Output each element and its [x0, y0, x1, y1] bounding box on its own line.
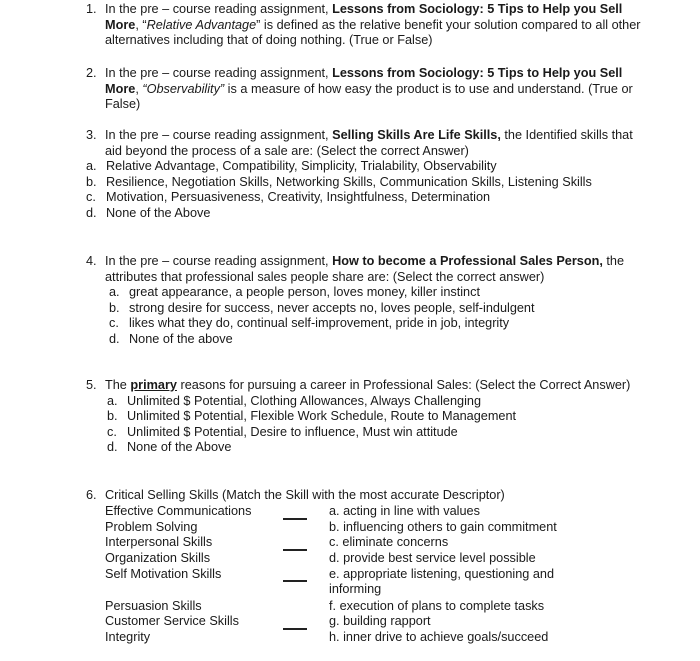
question-5	[86, 378, 646, 456]
question-1	[86, 2, 646, 49]
skill-label: Effective Communications	[105, 503, 252, 518]
question-number: 2.	[86, 66, 97, 80]
answer-blank[interactable]	[283, 628, 307, 630]
option-a[interactable]: a. Unlimited $ Potential, Clothing Allowances, Always Challenging	[107, 393, 482, 408]
question-text: In the pre – course reading assignment, Selling Skills Are Life Skills, the Identified skills that aid beyond the process of a sale are: (Select the correct Answer)	[105, 128, 633, 158]
descriptor-label: e. appropriate listening, questioning and informing	[329, 566, 555, 597]
matching-section	[105, 504, 646, 644]
descriptor-label: a. acting in line with values	[329, 503, 480, 518]
skill-label: Interpersonal Skills	[105, 534, 213, 549]
descriptor-label: h. inner drive to achieve goals/succeed	[329, 629, 549, 644]
skill-label: Organization Skills	[105, 550, 211, 565]
option-b[interactable]: b. Resilience, Negotiation Skills, Networking Skills, Communication Skills, Listening Skills	[86, 174, 592, 189]
question-text: In the pre – course reading assignment, Lessons from Sociology: 5 Tips to Help you Sell More, “Relative Advantage” is defined as the relative benefit your solution compared to all other alternatives including that of doing nothing. (True or False)	[105, 2, 641, 48]
question-text: In the pre – course reading assignment, How to become a Professional Sales Person, the attributes that professional sales people share are: (Select the correct answer)	[105, 254, 625, 284]
question-number: 5.	[86, 378, 97, 392]
question-number: 1.	[86, 2, 97, 16]
question-3	[86, 128, 646, 222]
skill-label: Persuasion Skills	[105, 598, 202, 613]
skill-label: Integrity	[105, 629, 151, 644]
question-number: 3.	[86, 128, 97, 142]
descriptor-label: f. execution of plans to complete tasks	[329, 598, 545, 613]
descriptor-label: b. influencing others to gain commitment	[329, 519, 557, 534]
answer-options	[86, 159, 646, 221]
option-b[interactable]: b. strong desire for success, never accepts no, loves people, self-indulgent	[109, 300, 535, 315]
option-d[interactable]: d. None of the Above	[107, 440, 232, 455]
answer-options	[107, 394, 646, 456]
option-d[interactable]: d. None of the above	[109, 331, 233, 346]
question-text: The primary reasons for pursuing a career in Professional Sales: (Select the Correct Answer)	[105, 378, 631, 392]
descriptor-label: g. building rapport	[329, 613, 431, 628]
question-2	[86, 66, 646, 113]
question-number: 6.	[86, 488, 97, 502]
option-b[interactable]: b. Unlimited $ Potential, Flexible Work Schedule, Route to Management	[107, 409, 517, 424]
question-6	[86, 488, 646, 644]
option-c[interactable]: c. likes what they do, continual self-improvement, pride in job, integrity	[109, 316, 510, 331]
descriptor-label: c. eliminate concerns	[329, 534, 449, 549]
question-text: Critical Selling Skills (Match the Skill with the most accurate Descriptor)	[105, 488, 505, 502]
question-number: 4.	[86, 254, 97, 268]
option-a[interactable]: a. great appearance, a people person, loves money, killer instinct	[109, 285, 480, 300]
answer-blank[interactable]	[283, 518, 307, 520]
descriptor-label: d. provide best service level possible	[329, 550, 536, 565]
option-a[interactable]: a. Relative Advantage, Compatibility, Simplicity, Trialability, Observability	[86, 159, 497, 174]
answer-blank[interactable]	[283, 580, 307, 582]
option-c[interactable]: c. Motivation, Persuasiveness, Creativity, Insightfulness, Determination	[86, 190, 491, 205]
option-d[interactable]: d. None of the Above	[86, 205, 211, 220]
skill-label: Problem Solving	[105, 519, 198, 534]
option-c[interactable]: c. Unlimited $ Potential, Desire to influence, Must win attitude	[107, 424, 458, 439]
skill-label: Self Motivation Skills	[105, 566, 222, 581]
answer-blank[interactable]	[283, 549, 307, 551]
question-text: In the pre – course reading assignment, Lessons from Sociology: 5 Tips to Help you Sell More, “Observability” is a measure of how easy the product is to use and understand. (True or False)	[105, 66, 633, 112]
skill-label: Customer Service Skills	[105, 613, 239, 628]
question-4	[86, 254, 646, 348]
answer-options	[109, 285, 646, 347]
